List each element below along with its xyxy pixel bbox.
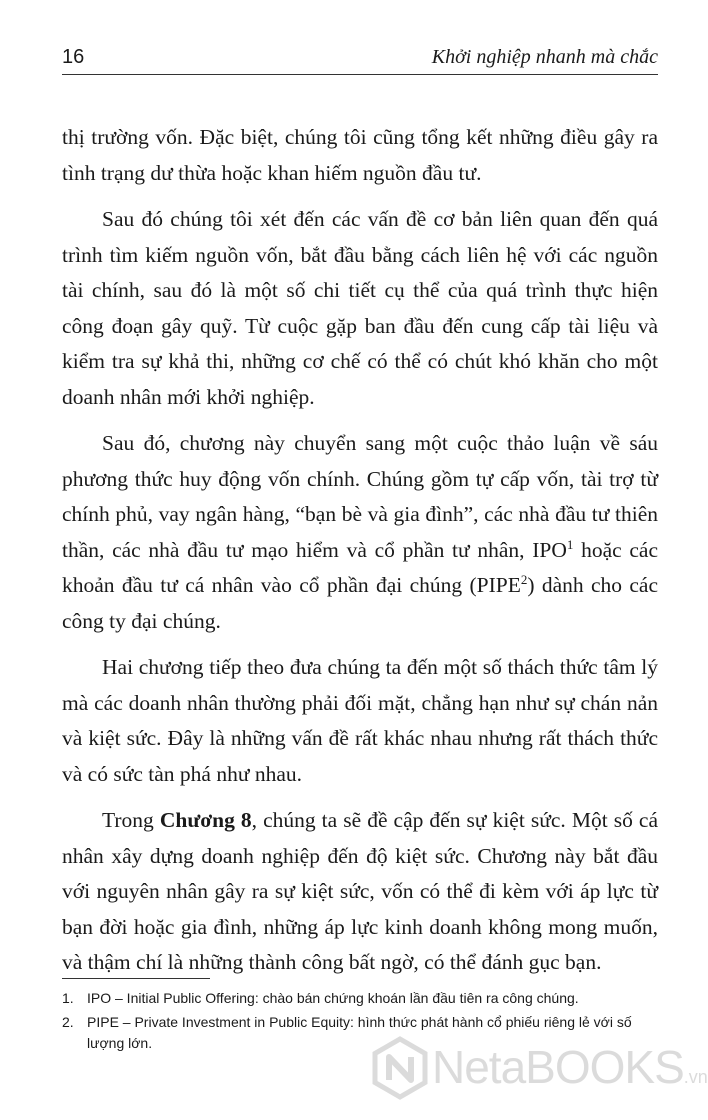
body-text [62,120,658,992]
paragraph-3-text-c: ) dành cho các công ty đại chúng. [62,573,658,633]
paragraph-5-text-a: Trong [102,808,160,832]
chapter-reference: Chương 8 [159,808,252,832]
watermark-suffix: .vn [683,1067,708,1087]
footnote-number: 2. [62,1014,74,1030]
paragraph-3 [62,426,658,639]
page-header [62,44,658,75]
paragraph-4: Hai chương tiếp theo đưa chúng ta đến một số thách thức tâm lý mà các doanh nhân thường phải đối mặt, chẳng hạn như sự chán nản và kiệt sức. Đây là những vấn đề rất khác nhau nhưng rất thách thức và có sức tàn phá như nhau. [62,655,658,786]
paragraph-5 [62,803,658,981]
paragraph-1: thị trường vốn. Đặc biệt, chúng tôi cũng tổng kết những điều gây ra tình trạng dư thừa hoặc khan hiếm nguồn đầu tư. [62,125,658,185]
footnote-ref-1: 1 [566,536,574,552]
paragraph-3-text-a: Sau đó, chương này chuyển sang một cuộc thảo luận về sáu phương thức huy động vốn chính. Chúng gồm tự cấp vốn, tài trợ từ chính phủ, vay ngân hàng, “bạn bè và gia đình”, các nhà đầu tư thiên thần, các nhà đầu tư mạo hiểm và cổ phần tư nhân, IPO [62,431,658,562]
watermark [368,1034,708,1104]
watermark-brand-name: NetaBOOKS [432,1041,684,1093]
watermark-brand [432,1040,708,1094]
footnote-ref-2: 2 [520,571,528,587]
paragraph-2: Sau đó chúng tôi xét đến các vấn đề cơ bản liên quan đến quá trình tìm kiếm nguồn vốn, bắt đầu bằng cách liên hệ với các nguồn tài chính, sau đó là một số chi tiết cụ thể của quá trình thực hiện công đoạn gây quỹ. Từ cuộc gặp ban đầu đến cung cấp tài liệu và kiểm tra sự khả thi, những cơ chế có thể có chút khó khăn cho một doanh nhân mới khởi nghiệp. [62,207,658,409]
page-number: 16 [62,46,85,68]
footnote-number: 1. [62,990,74,1006]
footnote-text: IPO – Initial Public Offering: chào bán chứng khoán lần đầu tiên ra công chúng. [87,990,579,1006]
book-title: Khởi nghiệp nhanh mà chắc [431,46,658,68]
footnote-item [62,988,658,1009]
paragraph-5-text-b: , chúng ta sẽ đề cập đến sự kiệt sức. Một số cá nhân xây dựng doanh nghiệp đến độ kiệt sức. Chương này bắt đầu với nguyên nhân gây ra sự kiệt sức, vốn có thể đi kèm với áp lực từ bạn đời hoặc gia đình, những áp lực kinh doanh không mong muốn, và thậm chí là những thành công bất ngờ, có thể đánh gục bạn. [62,808,658,974]
footnote-text: PIPE – Private Investment in Public Equity: hình thức phát hành cổ phiếu riêng lẻ với số lượng lớn. [87,1014,632,1051]
paragraph-3-text-b: hoặc các khoản đầu tư cá nhân vào cổ phần đại chúng (PIPE [62,537,658,597]
netabooks-logo-icon [368,1036,432,1100]
footnote-divider [62,978,210,979]
